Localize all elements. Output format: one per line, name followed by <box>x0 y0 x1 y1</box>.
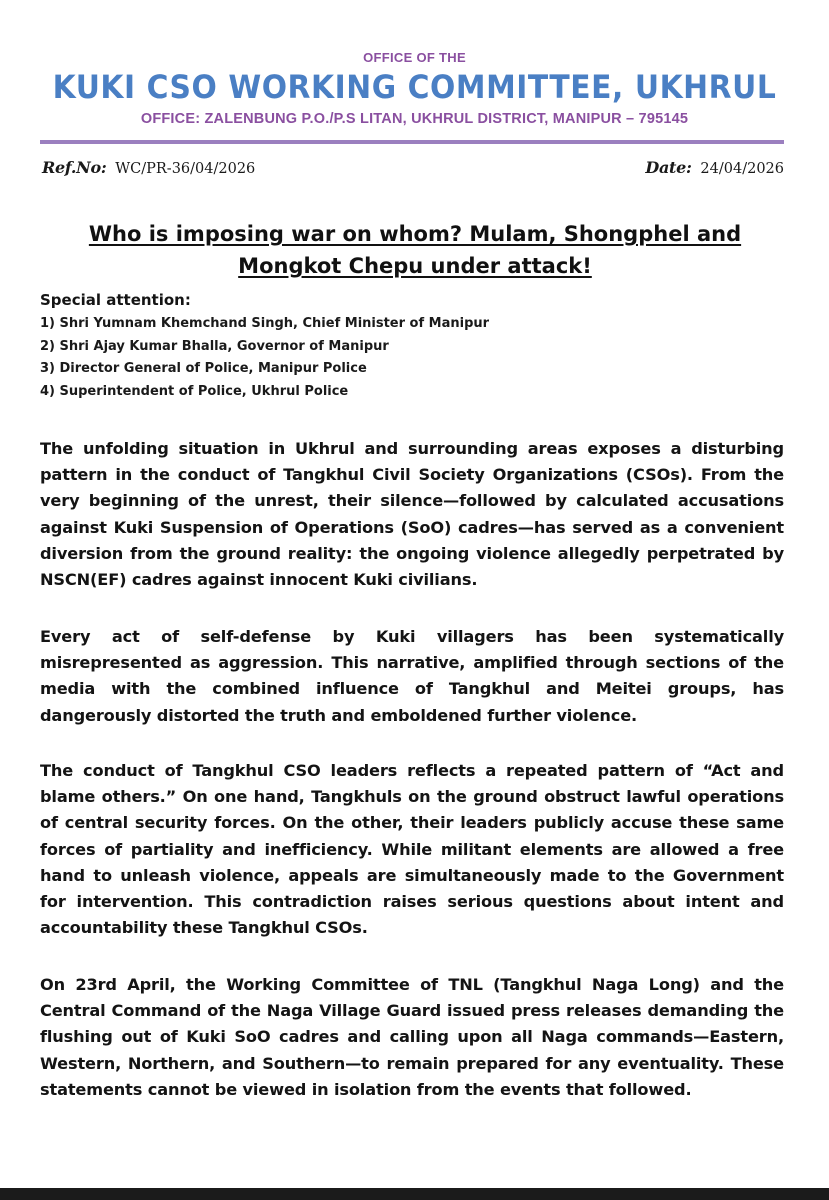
attention-item: 1) Shri Yumnam Khemchand Singh, Chief Minister of Manipur <box>40 316 490 331</box>
attention-item: 4) Superintendent of Police, Ukhrul Police <box>40 383 349 399</box>
date-value: 24/04/2026 <box>700 161 784 177</box>
date-label: Date: <box>645 158 692 177</box>
letterhead-office-of: OFFICE OF THE <box>363 50 466 65</box>
attention-item: 3) Director General of Police, Manipur Police <box>40 361 367 376</box>
ref-no-label: Ref.No: <box>42 158 107 177</box>
body-paragraph: Every act of self-defense by Kuki villagers has been systematically misrepresented as aggression. This narrative, amplified through sections of the media with the combined influence of Tangkhul and Meitei groups, has dangerously distorted the truth and emboldened further violence. <box>40 627 784 725</box>
body-paragraph: The conduct of Tangkhul CSO leaders reflects a repeated pattern of “Act and blame others.” On one hand, Tangkhuls on the ground obstruct lawful operations of central security forces. On the other, their leaders publicly accuse these same forces of partiality and inefficiency. While militant elements are allowed a free hand to unleash violence, appeals are simultaneously made to the Government for intervention. This contradiction raises serious questions about intent and accountability these Tangkhul CSOs. <box>40 761 784 938</box>
letterhead-divider <box>40 140 784 144</box>
special-attention-heading: Special attention: <box>40 291 191 309</box>
special-attention-block <box>40 290 760 403</box>
letterhead-org-name: KUKI CSO WORKING COMMITTEE, UKHRUL <box>52 68 777 106</box>
reference-date <box>645 158 784 177</box>
viewer-bottom-bar <box>0 1188 829 1200</box>
press-release-title: Who is imposing war on whom? Mulam, Shongphel and Mongkot Chepu under attack! <box>88 222 742 278</box>
ref-no-value: WC/PR-36/04/2026 <box>115 161 256 177</box>
reference-number <box>42 158 255 177</box>
body-paragraph: The unfolding situation in Ukhrul and surrounding areas exposes a disturbing pattern in the conduct of Tangkhul Civil Society Organizations (CSOs). From the very beginning of the unrest, their silence—followed by calculated accusations against Kuki Suspension of Operations (SoO) cadres—has served as a convenient diversion from the ground reality: the ongoing violence allegedly perpetrated by NSCN(EF) cadres against innocent Kuki civilians. <box>40 439 784 590</box>
attention-item: 2) Shri Ajay Kumar Bhalla, Governor of Manipur <box>40 338 389 354</box>
letterhead-address: OFFICE: ZALENBUNG P.O./P.S LITAN, UKHRUL DISTRICT, MANIPUR – 795145 <box>140 111 689 127</box>
body-paragraph: On 23rd April, the Working Committee of TNL (Tangkhul Naga Long) and the Central Command of the Naga Village Guard issued press releases demanding the flushing out of Kuki SoO cadres and calling upon all Naga commands—Eastern, Western, Northern, and Southern—to remain prepared for any eventuality. These statements cannot be viewed in isolation from the events that followed. <box>40 975 784 1099</box>
reference-row <box>42 158 784 182</box>
